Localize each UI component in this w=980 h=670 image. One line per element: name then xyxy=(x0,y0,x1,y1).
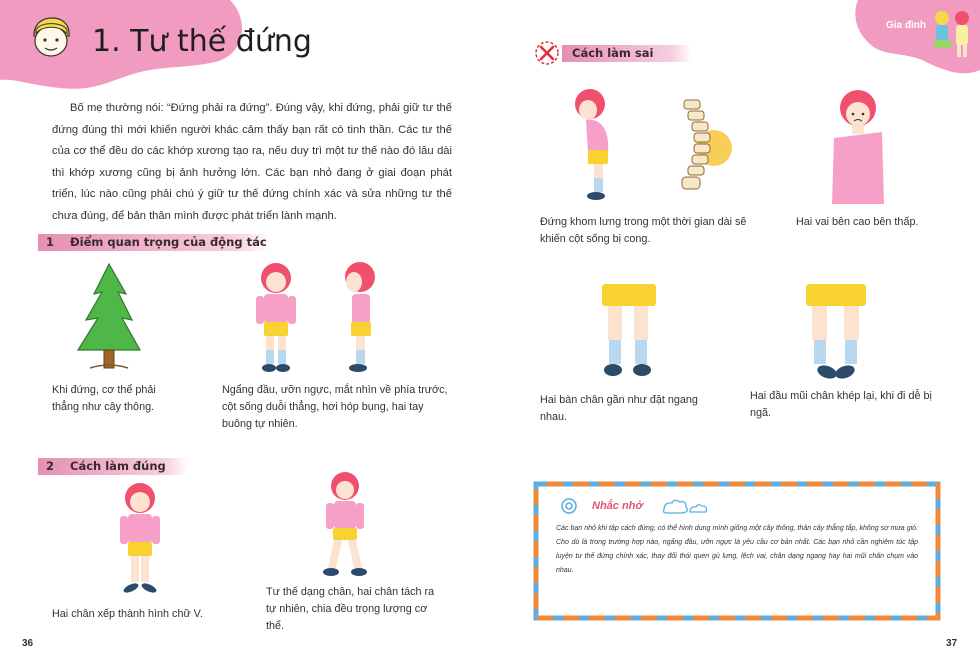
curved-spine-illustration xyxy=(672,96,734,200)
section-2-number: 2 xyxy=(46,459,55,473)
section-2-title: Cách làm đúng xyxy=(70,459,166,473)
caption-hunched: Đứng khom lưng trong một thời gian dài sẽ khiến cột sống bị cong. xyxy=(540,216,747,245)
child-spread-legs-illustration xyxy=(316,468,374,584)
legs-parallel-feet-illustration xyxy=(598,282,662,386)
child-front-posture-illustration xyxy=(248,258,304,380)
wrong-section-label: Cách làm sai xyxy=(562,45,692,62)
snowflake-icon xyxy=(558,496,580,516)
caption-spread-legs: Tư thế dạng chân, hai chân tách ra tự nhiên, chia đều trọng lượng cơ thể. xyxy=(266,586,435,632)
page-title: 1. Tư thế đứng xyxy=(92,24,312,59)
section-1-label xyxy=(38,234,270,251)
family-figures-icon xyxy=(928,6,974,62)
caption-parallel-feet: Hai bàn chân gần như đặt ngang nhau. xyxy=(540,394,698,423)
smiley-face-icon xyxy=(30,16,72,60)
child-hunched-illustration xyxy=(566,86,630,208)
page-number-right: 37 xyxy=(946,638,958,649)
section-1-title: Điểm quan trọng của động tác xyxy=(70,235,267,249)
section-1-number: 1 xyxy=(46,235,55,249)
child-side-posture-illustration xyxy=(336,258,384,380)
cloud-icons xyxy=(660,496,710,518)
child-uneven-shoulders-illustration xyxy=(818,86,898,204)
pine-tree-illustration xyxy=(72,262,146,374)
page-number-left: 36 xyxy=(22,638,34,649)
chapter-tab-label: Gia đình xyxy=(886,20,926,31)
caption-posture: Ngẩng đầu, ưỡn ngực, mắt nhìn về phía trước, cột sống duỗi thẳng, hơi hóp bụng, hai tay buông tự nhiên. xyxy=(222,384,448,430)
wrong-x-icon xyxy=(534,40,560,66)
caption-uneven-shoulders: Hai vai bên cao bên thấp. xyxy=(796,216,919,228)
reminder-body: Các bạn nhỏ khi tập cách đứng, có thể hình dung mình giống một cây thông, thân cây thẳng tắp, không sợ mưa gió. Cho dù là trong trường hợp nào, ngẩng đầu, ưỡn ngực là yêu cầu cơ bản nhất. Các bạn nhỏ cần nghiêm túc tập luyện tư thế đứng chính xác, thay đổi thói quen gù lưng, lệch vai, chân dạng ngang hay hai mũi chân chụm vào nhau. xyxy=(556,525,918,574)
section-2-label xyxy=(38,458,188,475)
child-v-feet-illustration xyxy=(112,478,168,600)
legs-toes-in-illustration xyxy=(800,282,872,386)
reminder-title: Nhắc nhở xyxy=(592,500,643,512)
caption-v-feet: Hai chân xếp thành hình chữ V. xyxy=(52,608,203,620)
caption-toes-in: Hai đầu mũi chân khép lại, khi đi dễ bị ngã. xyxy=(750,390,932,419)
intro-paragraph: Bố mẹ thường nói: “Đứng phải ra đứng”. Đúng vậy, khi đứng, phải giữ tư thế đứng đúng thì mới khiến người khác cảm thấy bạn rất có tinh thần. Các tư thế của cơ thể đều do các khớp xương tạo ra, nếu duy trì một tư thế nào đó lâu dài thì khớp xương cũng bị ảnh hưởng lớn. Các bạn nhỏ đang ở giai đoạn phát triển, lúc nào cũng phải chú ý giữ tư thế đứng chính xác và sửa những tư thế chưa đúng, để bản thân mình được phát triển lành mạnh. xyxy=(52,102,452,222)
caption-tree: Khi đứng, cơ thể phải thẳng như cây thông. xyxy=(52,384,156,413)
